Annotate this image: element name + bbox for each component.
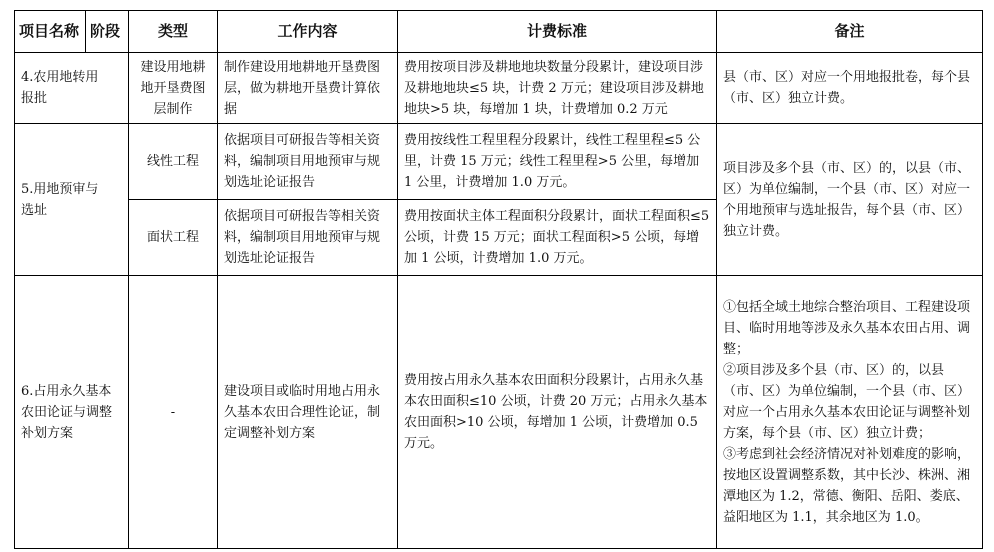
header-stage: 阶段 [86,11,129,53]
type-cell: 线性工程 [129,124,218,200]
header-row [15,11,983,53]
header-project: 项目名称 [15,11,86,53]
fee-table [14,10,983,549]
note-cell: 项目涉及多个县（市、区）的，以县（市、区）为单位编制，一个县（市、区）对应一个用地预审与选址报告，每个县（市、区）独立计费。 [717,124,983,276]
note-item: ③考虑到社会经济情况对补划难度的影响，按地区设置调整系数，其中长沙、株洲、湘潭地区为 1.2，常德、衡阳、岳阳、娄底、益阳地区为 1.1，其余地区为 1.0。 [723,446,971,525]
content-cell: 依据项目可研报告等相关资料，编制项目用地预审与规划选址论证报告 [218,200,398,276]
fee-cell: 费用按项目涉及耕地地块数量分段累计，建设项目涉及耕地地块≤5 块，计费 2 万元；建设项目涉及耕地地块>5 块，每增加 1 块，计费增加 0.2 万元 [398,53,717,124]
fee-cell: 费用按占用永久基本农田面积分段累计，占用永久基本农田面积≤10 公顷，计费 20 万元；占用永久基本农田面积>10 公顷，每增加 1 公顷，计费增加 0.5 万元。 [398,276,717,549]
fee-cell: 费用按面状主体工程面积分段累计，面状工程面积≤5 公顷，计费 15 万元；面状工程面积>5 公顷，每增加 1 公顷，计费增加 1.0 万元。 [398,200,717,276]
type-cell: - [129,276,218,549]
header-note: 备注 [717,11,983,53]
header-fee: 计费标准 [398,11,717,53]
header-content: 工作内容 [218,11,398,53]
note-cell: 县（市、区）对应一个用地报批卷，每个县（市、区）独立计费。 [717,53,983,124]
note-cell [717,276,983,549]
content-cell: 建设项目或临时用地占用永久基本农田合理性论证，制定调整补划方案 [218,276,398,549]
note-item: ②项目涉及多个县（市、区）的，以县（市、区）为单位编制，一个县（市、区）对应一个占用永久基本农田论证与调整补划方案，每个县（市、区）独立计费； [723,362,971,441]
project-cell: 4.农用地转用报批 [15,53,129,124]
table-row [15,53,983,124]
content-cell: 制作建设用地耕地开垦费图层，做为耕地开垦费计算依据 [218,53,398,124]
table-row [15,276,983,549]
fee-cell: 费用按线性工程里程分段累计，线性工程里程≤5 公里，计费 15 万元；线性工程里程>5 公里，每增加 1 公里，计费增加 1.0 万元。 [398,124,717,200]
note-item: ①包括全域土地综合整治项目、工程建设项目、临时用地等涉及永久基本农田占用、调整； [723,299,971,357]
project-cell: 6.占用永久基本农田论证与调整补划方案 [15,276,129,549]
header-type: 类型 [129,11,218,53]
content-cell: 依据项目可研报告等相关资料，编制项目用地预审与规划选址论证报告 [218,124,398,200]
type-cell: 面状工程 [129,200,218,276]
project-cell: 5.用地预审与选址 [15,124,129,276]
type-cell: 建设用地耕地开垦费图层制作 [129,53,218,124]
table-row [15,124,983,200]
